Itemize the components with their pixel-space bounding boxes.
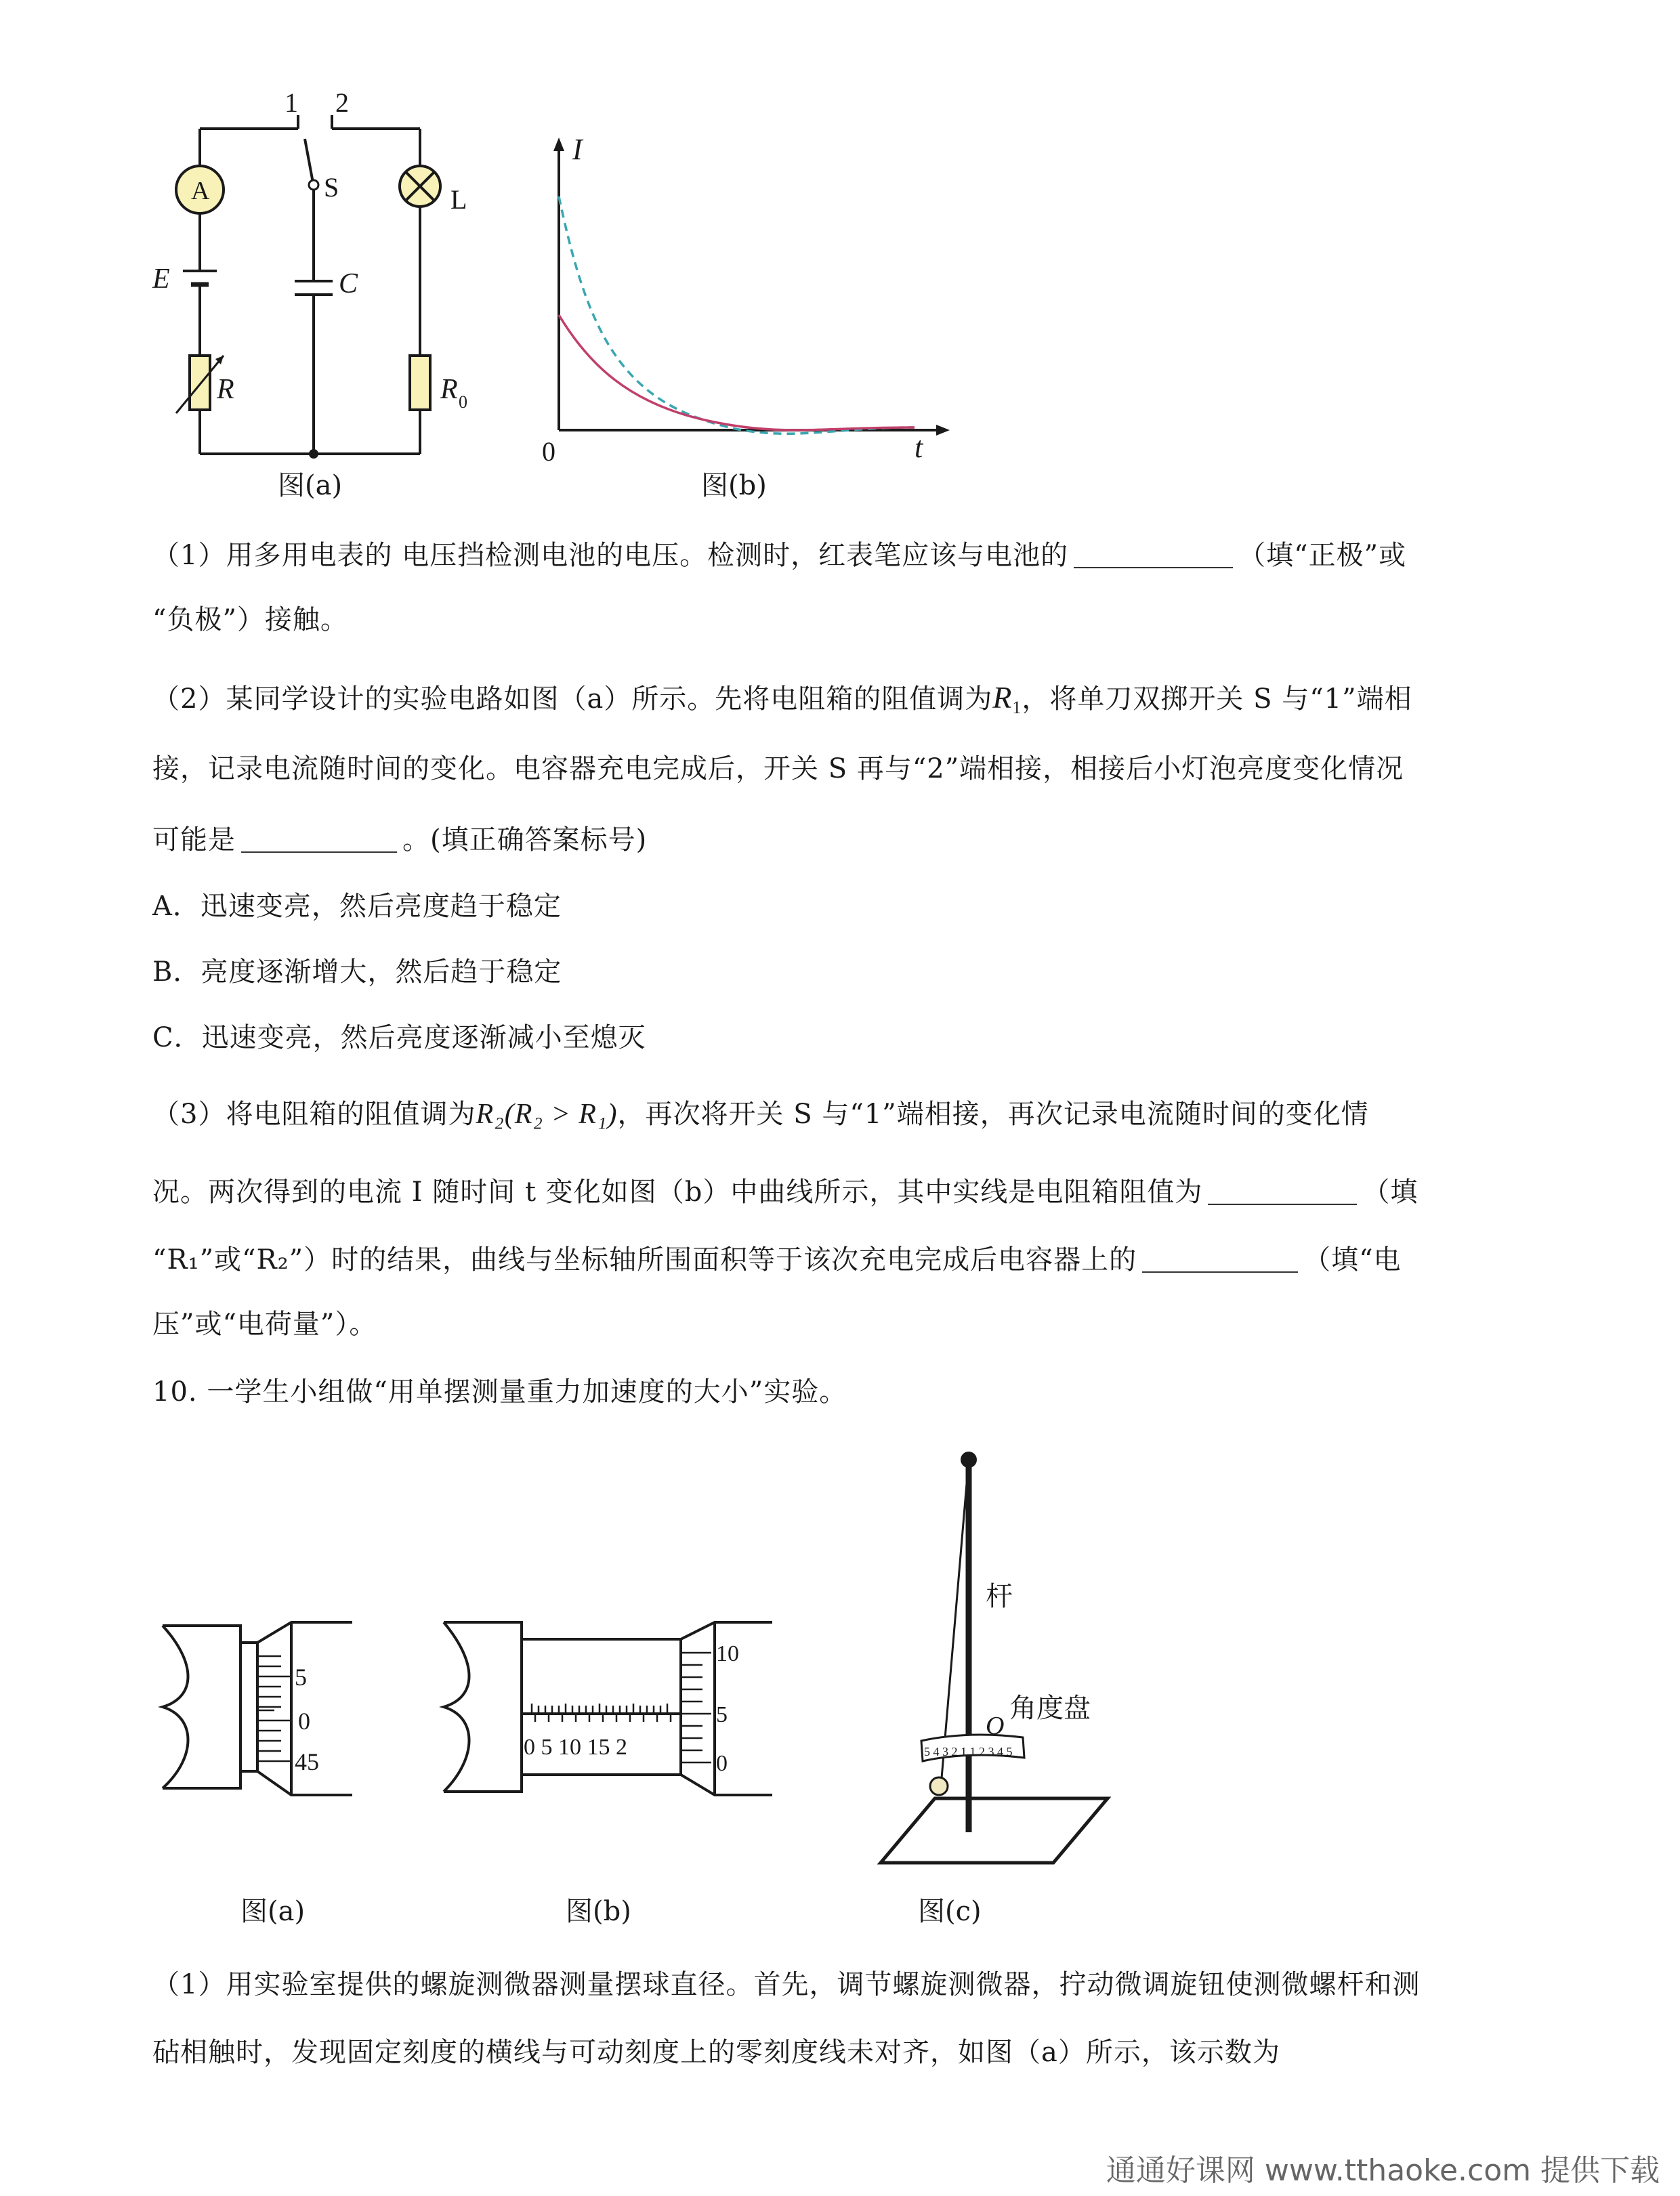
terminal-1-label: 1 — [285, 88, 298, 118]
p1-text-line1: （1）用实验室提供的螺旋测微器测量摆球直径。首先，调节螺旋测微器，拧动微调旋钮使测微螺杆和测 — [152, 1969, 1421, 2000]
q3-text-b: ，再次将开关 S 与“1”端相接，再次记录电流随时间的变化情 — [617, 1099, 1369, 1130]
resistor-label: R — [440, 374, 458, 405]
circuit-diagram — [135, 88, 515, 467]
q3-text-a: （3）将电阻箱的阻值调为 — [152, 1099, 476, 1130]
figure2-c-caption: 图(c) — [918, 1896, 982, 1927]
micrometer-a-tick-1: 5 — [295, 1664, 307, 1691]
q2-r1-subscript: 1 — [1012, 698, 1022, 717]
origin-label: 0 — [542, 436, 555, 464]
pivot-label: O — [986, 1712, 1005, 1740]
figure-a-caption: 图(a) — [278, 470, 343, 501]
q2-text-line2: 接，记录电流随时间的变化。电容器充电完成后，开关 S 再与“2”端相接，相接后小灯泡亮度变化情况 — [152, 753, 1404, 784]
q3-text-c: 况。两次得到的电流 I 随时间 t 变化如图（b）中曲线所示，其中实线是电阻箱阻值为 — [152, 1177, 1203, 1208]
q2-text-c: 可能是 — [152, 824, 236, 856]
q3-text-line4: 压”或“电荷量”）。 — [152, 1309, 377, 1340]
q2-answer-blank[interactable] — [241, 822, 397, 853]
terminal-2-label: 2 — [335, 88, 349, 118]
q2-text-b: ，将单刀双掷开关 S 与“1”端相 — [1022, 683, 1412, 715]
q3-answer-blank-2[interactable] — [1142, 1242, 1298, 1273]
battery-label: E — [152, 263, 170, 295]
option-a: A．迅速变亮，然后亮度趋于稳定 — [152, 891, 562, 922]
micrometer-reading-figure — [437, 1612, 776, 1802]
micrometer-a-tick-3: 45 — [295, 1748, 319, 1775]
q1-text-line2: “负极”）接触。 — [152, 604, 348, 635]
switch-label: S — [324, 172, 339, 203]
current-time-graph — [535, 132, 969, 464]
dashed-curve — [559, 196, 915, 434]
q2-r1-symbol: R — [992, 680, 1013, 715]
q2-text-d: 。(填正确答案标号) — [402, 824, 648, 856]
figure2-b-caption: 图(b) — [566, 1896, 631, 1927]
footer-watermark: 通通好课网 www.tthaoke.com 提供下载 — [1106, 2153, 1660, 2188]
ammeter-label: A — [191, 177, 210, 205]
q1-answer-blank[interactable] — [1074, 537, 1233, 568]
thimble-tick-5: 5 — [716, 1702, 728, 1727]
sleeve-scale-labels: 0 5 10 15 2 — [524, 1735, 627, 1760]
rheostat-label: R — [217, 374, 234, 405]
q3-text-f: （填“电 — [1303, 1244, 1402, 1275]
micrometer-zero-figure — [156, 1616, 359, 1798]
figure-b-caption: 图(b) — [701, 470, 767, 501]
q3-text-d: （填 — [1362, 1177, 1419, 1208]
option-c: C．迅速变亮，然后亮度逐渐减小至熄灭 — [152, 1022, 646, 1053]
capacitor-label: C — [339, 268, 358, 299]
micrometer-a-tick-2: 0 — [298, 1708, 310, 1735]
thimble-tick-0: 0 — [716, 1751, 728, 1776]
rod-label: 杆 — [986, 1581, 1013, 1611]
q3-answer-blank-1[interactable] — [1208, 1174, 1357, 1205]
question-10-title: 10. 一学生小组做“用单摆测量重力加速度的大小”实验。 — [152, 1376, 847, 1408]
q2-text-a: （2）某同学设计的实验电路如图（a）所示。先将电阻箱的阻值调为 — [152, 683, 993, 715]
q1-text-b: （填“正极”或 — [1238, 540, 1407, 571]
p1-text-line2: 砧相触时，发现固定刻度的横线与可动刻度上的零刻度线未对齐，如图（a）所示，该示数为 — [152, 2037, 1280, 2068]
figure2-a-caption: 图(a) — [240, 1896, 306, 1927]
q3-text-e: “R₁”或“R₂”）时的结果，曲线与坐标轴所围面积等于该次充电完成后电容器上的 — [152, 1244, 1137, 1275]
pendulum-figure — [874, 1443, 1118, 1876]
dial-marks: 5 4 3 2 1 1 2 3 4 5 — [924, 1745, 1013, 1758]
y-axis-label: I — [572, 133, 583, 166]
option-b: B．亮度逐渐增大，然后趋于稳定 — [152, 956, 562, 988]
q1-text-a: （1）用多用电表的 电压挡检测电池的电压。检测时，红表笔应该与电池的 — [152, 540, 1069, 571]
lamp-label: L — [450, 184, 467, 215]
dial-label: 角度盘 — [1009, 1693, 1091, 1723]
q3-math: R₂(R₂ > R₁) — [476, 1099, 618, 1130]
solid-curve — [559, 315, 915, 430]
x-axis-label: t — [915, 431, 923, 464]
thimble-tick-10: 10 — [716, 1641, 739, 1666]
resistor-subscript: 0 — [459, 392, 467, 412]
